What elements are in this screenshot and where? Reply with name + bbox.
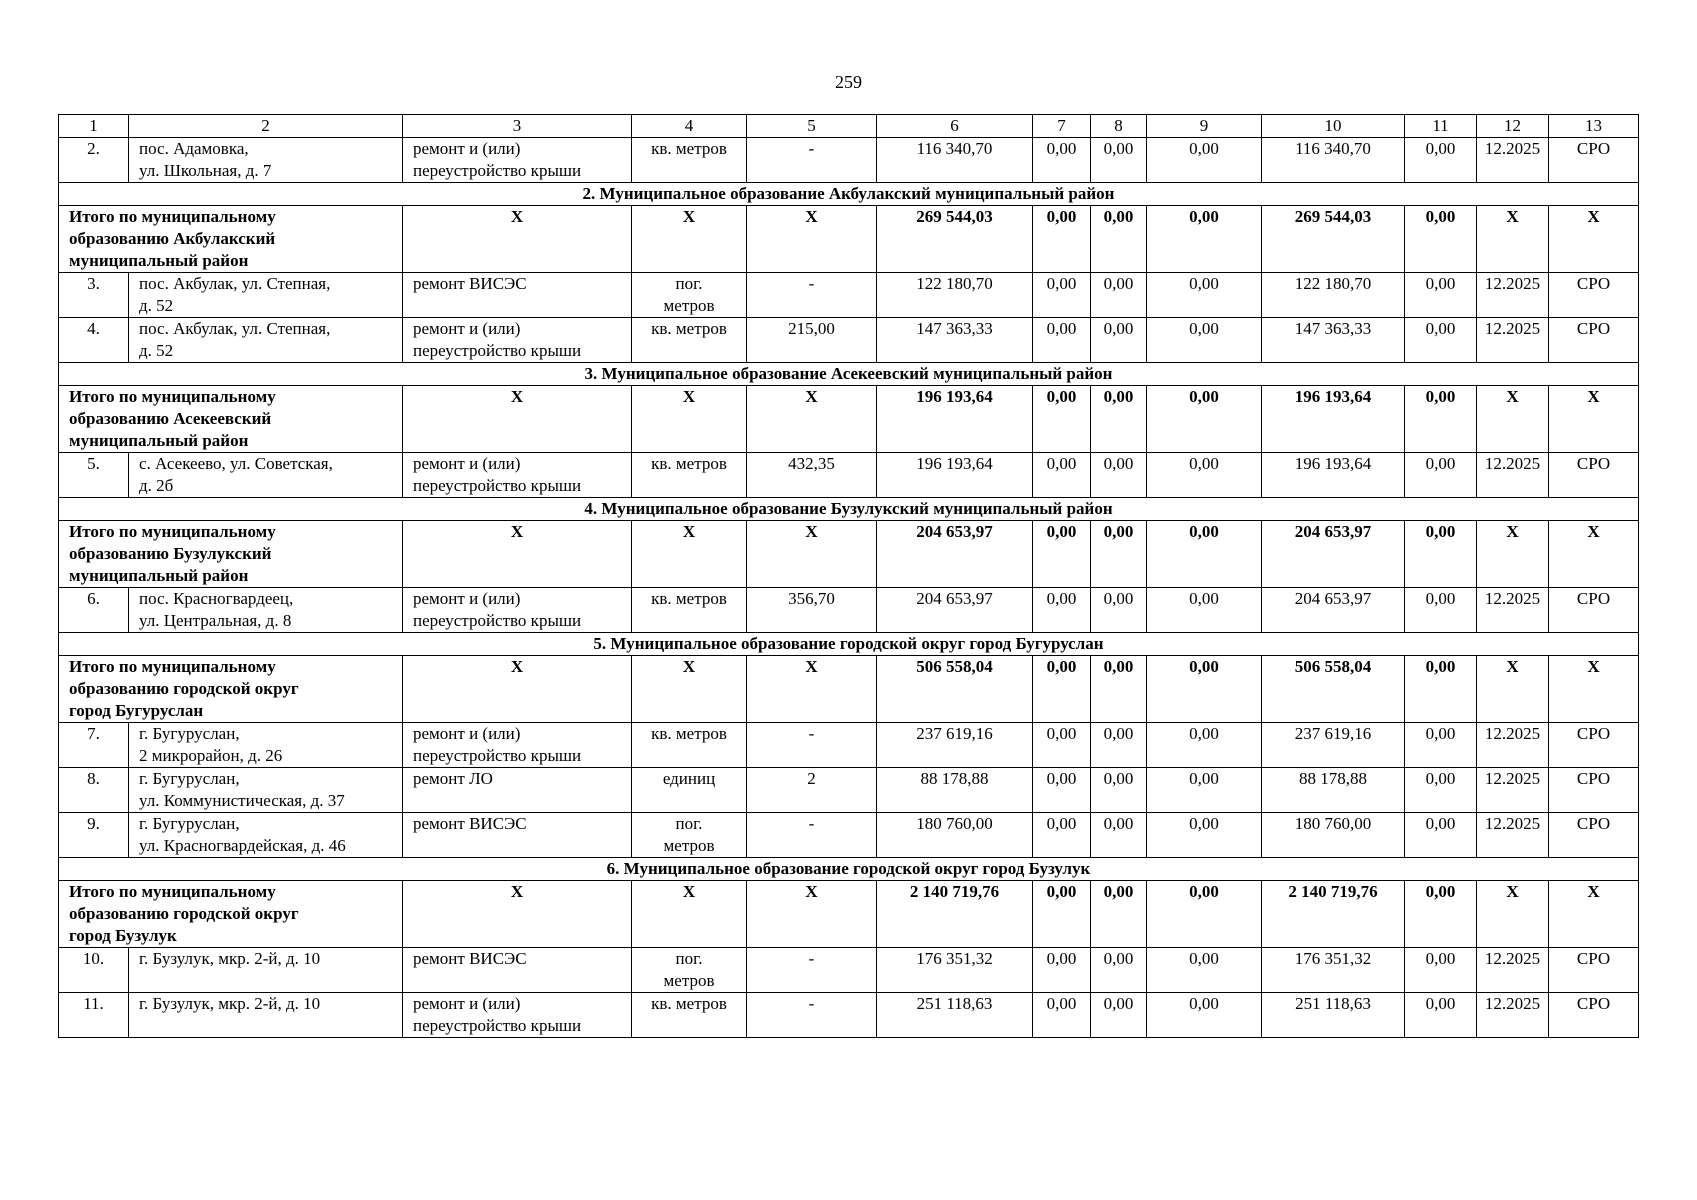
- value-c11: 0,00: [1405, 723, 1477, 768]
- value-c13: СРО: [1549, 768, 1639, 813]
- quantity-cell: -: [747, 993, 877, 1038]
- value-c8: 0,00: [1091, 318, 1147, 363]
- total-label-line: Итого по муниципальному: [69, 657, 276, 676]
- unit-cell-line: пог.: [675, 274, 703, 293]
- row-number: 3.: [59, 273, 129, 318]
- quantity-cell: -: [747, 723, 877, 768]
- total-c13: Х: [1549, 656, 1639, 723]
- unit-cell: [632, 948, 747, 993]
- column-number-cell: 12: [1477, 115, 1549, 138]
- unit-cell-line: кв. метров: [651, 589, 727, 608]
- value-c6: 147 363,33: [877, 318, 1033, 363]
- total-c8: 0,00: [1091, 656, 1147, 723]
- total-c7: 0,00: [1033, 656, 1091, 723]
- work-type-cell-line: переустройство крыши: [413, 611, 582, 630]
- value-c11: 0,00: [1405, 453, 1477, 498]
- work-type-cell: [403, 948, 632, 993]
- total-c4: Х: [632, 386, 747, 453]
- total-label-line: Итого по муниципальному: [69, 882, 276, 901]
- address-cell-line: пос. Акбулак, ул. Степная,: [139, 319, 331, 338]
- address-cell-line: г. Бугуруслан,: [139, 814, 240, 833]
- table-row: [59, 993, 1639, 1038]
- total-label-line: образованию Асекеевский: [69, 409, 272, 428]
- total-c8: 0,00: [1091, 386, 1147, 453]
- address-cell-line: пос. Адамовка,: [139, 139, 249, 158]
- total-c13: Х: [1549, 206, 1639, 273]
- work-type-cell-line: переустройство крыши: [413, 1016, 582, 1035]
- value-c11: 0,00: [1405, 588, 1477, 633]
- value-c8: 0,00: [1091, 588, 1147, 633]
- repair-program-table: [58, 114, 1639, 1038]
- value-c11: 0,00: [1405, 948, 1477, 993]
- total-c12: Х: [1477, 206, 1549, 273]
- work-type-cell: [403, 273, 632, 318]
- address-cell: [129, 588, 403, 633]
- table-row: [59, 723, 1639, 768]
- unit-cell: [632, 588, 747, 633]
- column-number-cell: 11: [1405, 115, 1477, 138]
- value-c8: 0,00: [1091, 948, 1147, 993]
- address-cell-line: д. 2б: [139, 476, 174, 495]
- total-c7: 0,00: [1033, 206, 1091, 273]
- value-c11: 0,00: [1405, 993, 1477, 1038]
- work-type-cell-line: переустройство крыши: [413, 341, 582, 360]
- total-c3: Х: [403, 881, 632, 948]
- total-c11: 0,00: [1405, 521, 1477, 588]
- total-label: [59, 206, 403, 273]
- total-c3: Х: [403, 386, 632, 453]
- row-number: 8.: [59, 768, 129, 813]
- value-c13: СРО: [1549, 138, 1639, 183]
- value-c12: 12.2025: [1477, 723, 1549, 768]
- total-c7: 0,00: [1033, 521, 1091, 588]
- value-c7: 0,00: [1033, 948, 1091, 993]
- value-c7: 0,00: [1033, 273, 1091, 318]
- row-number: 9.: [59, 813, 129, 858]
- section-title: 4. Муниципальное образование Бузулукский муниципальный район: [59, 498, 1639, 521]
- total-c4: Х: [632, 656, 747, 723]
- total-c4: Х: [632, 206, 747, 273]
- value-c10: 180 760,00: [1262, 813, 1405, 858]
- unit-cell-line: кв. метров: [651, 994, 727, 1013]
- quantity-cell: 356,70: [747, 588, 877, 633]
- value-c9: 0,00: [1147, 948, 1262, 993]
- address-cell: [129, 138, 403, 183]
- address-cell-line: ул. Красногвардейская, д. 46: [139, 836, 346, 855]
- work-type-cell-line: ремонт и (или): [413, 319, 521, 338]
- total-c6: 506 558,04: [877, 656, 1033, 723]
- total-c11: 0,00: [1405, 656, 1477, 723]
- column-number-cell: 2: [129, 115, 403, 138]
- column-number-cell: 7: [1033, 115, 1091, 138]
- total-c4: Х: [632, 521, 747, 588]
- row-number: 5.: [59, 453, 129, 498]
- total-c12: Х: [1477, 386, 1549, 453]
- unit-cell: [632, 138, 747, 183]
- value-c6: 237 619,16: [877, 723, 1033, 768]
- page-number: 259: [835, 72, 862, 92]
- row-number: 7.: [59, 723, 129, 768]
- quantity-cell: -: [747, 273, 877, 318]
- unit-cell-line: кв. метров: [651, 139, 727, 158]
- value-c8: 0,00: [1091, 768, 1147, 813]
- total-c8: 0,00: [1091, 206, 1147, 273]
- table-row: [59, 768, 1639, 813]
- quantity-cell: -: [747, 948, 877, 993]
- value-c7: 0,00: [1033, 813, 1091, 858]
- total-label-line: муниципальный район: [69, 566, 249, 585]
- quantity-cell: -: [747, 138, 877, 183]
- value-c13: СРО: [1549, 993, 1639, 1038]
- value-c8: 0,00: [1091, 813, 1147, 858]
- work-type-cell-line: ремонт и (или): [413, 994, 521, 1013]
- total-c3: Х: [403, 521, 632, 588]
- total-label-line: образованию Акбулакский: [69, 229, 276, 248]
- row-number: 11.: [59, 993, 129, 1038]
- value-c8: 0,00: [1091, 453, 1147, 498]
- total-label-line: образованию городской округ: [69, 904, 299, 923]
- total-label: [59, 521, 403, 588]
- quantity-cell: 432,35: [747, 453, 877, 498]
- value-c11: 0,00: [1405, 768, 1477, 813]
- total-c6: 196 193,64: [877, 386, 1033, 453]
- value-c10: 237 619,16: [1262, 723, 1405, 768]
- value-c6: 116 340,70: [877, 138, 1033, 183]
- row-number: 4.: [59, 318, 129, 363]
- total-c6: 2 140 719,76: [877, 881, 1033, 948]
- value-c6: 196 193,64: [877, 453, 1033, 498]
- total-c7: 0,00: [1033, 881, 1091, 948]
- value-c12: 12.2025: [1477, 453, 1549, 498]
- quantity-cell: 2: [747, 768, 877, 813]
- value-c10: 122 180,70: [1262, 273, 1405, 318]
- column-number-cell: 4: [632, 115, 747, 138]
- value-c13: СРО: [1549, 318, 1639, 363]
- address-cell-line: пос. Акбулак, ул. Степная,: [139, 274, 331, 293]
- value-c7: 0,00: [1033, 993, 1091, 1038]
- work-type-cell-line: ремонт ВИСЭС: [413, 949, 527, 968]
- quantity-cell: 215,00: [747, 318, 877, 363]
- unit-cell-line: метров: [663, 836, 715, 855]
- total-label-line: город Бугуруслан: [69, 701, 204, 720]
- value-c12: 12.2025: [1477, 948, 1549, 993]
- unit-cell: [632, 723, 747, 768]
- unit-cell-line: кв. метров: [651, 724, 727, 743]
- address-cell: [129, 318, 403, 363]
- row-number: 10.: [59, 948, 129, 993]
- section-title-row: [59, 858, 1639, 881]
- section-title: 3. Муниципальное образование Асекеевский муниципальный район: [59, 363, 1639, 386]
- table-row: [59, 948, 1639, 993]
- unit-cell-line: пог.: [675, 814, 703, 833]
- value-c7: 0,00: [1033, 768, 1091, 813]
- work-type-cell: [403, 768, 632, 813]
- value-c13: СРО: [1549, 948, 1639, 993]
- column-number-cell: 10: [1262, 115, 1405, 138]
- address-cell-line: г. Бугуруслан,: [139, 724, 240, 743]
- section-title: 6. Муниципальное образование городской округ город Бузулук: [59, 858, 1639, 881]
- value-c9: 0,00: [1147, 588, 1262, 633]
- total-label-line: муниципальный район: [69, 431, 249, 450]
- value-c8: 0,00: [1091, 723, 1147, 768]
- municipality-total-row: [59, 521, 1639, 588]
- value-c6: 176 351,32: [877, 948, 1033, 993]
- value-c9: 0,00: [1147, 993, 1262, 1038]
- work-type-cell: [403, 723, 632, 768]
- address-cell: [129, 768, 403, 813]
- municipality-total-row: [59, 881, 1639, 948]
- total-c10: 196 193,64: [1262, 386, 1405, 453]
- total-c13: Х: [1549, 386, 1639, 453]
- value-c6: 122 180,70: [877, 273, 1033, 318]
- column-numbers-row: [59, 115, 1639, 138]
- work-type-cell-line: ремонт и (или): [413, 139, 521, 158]
- value-c12: 12.2025: [1477, 813, 1549, 858]
- address-cell-line: ул. Коммунистическая, д. 37: [139, 791, 345, 810]
- total-c8: 0,00: [1091, 521, 1147, 588]
- total-label-line: образованию городской округ: [69, 679, 299, 698]
- total-c6: 204 653,97: [877, 521, 1033, 588]
- value-c13: СРО: [1549, 723, 1639, 768]
- value-c9: 0,00: [1147, 318, 1262, 363]
- total-label: [59, 386, 403, 453]
- work-type-cell-line: ремонт ВИСЭС: [413, 274, 527, 293]
- row-number: 6.: [59, 588, 129, 633]
- address-cell: [129, 723, 403, 768]
- address-cell-line: пос. Красногвардеец,: [139, 589, 294, 608]
- total-c5: Х: [747, 881, 877, 948]
- total-c10: 506 558,04: [1262, 656, 1405, 723]
- value-c11: 0,00: [1405, 273, 1477, 318]
- work-type-cell: [403, 993, 632, 1038]
- value-c10: 116 340,70: [1262, 138, 1405, 183]
- value-c9: 0,00: [1147, 453, 1262, 498]
- table-row: [59, 453, 1639, 498]
- total-label-line: образованию Бузулукский: [69, 544, 272, 563]
- value-c12: 12.2025: [1477, 273, 1549, 318]
- address-cell: [129, 948, 403, 993]
- value-c8: 0,00: [1091, 138, 1147, 183]
- column-number-cell: 1: [59, 115, 129, 138]
- total-c9: 0,00: [1147, 881, 1262, 948]
- unit-cell: [632, 813, 747, 858]
- total-label: [59, 881, 403, 948]
- unit-cell: [632, 273, 747, 318]
- total-c10: 2 140 719,76: [1262, 881, 1405, 948]
- unit-cell-line: кв. метров: [651, 319, 727, 338]
- total-c3: Х: [403, 206, 632, 273]
- value-c13: СРО: [1549, 453, 1639, 498]
- value-c10: 88 178,88: [1262, 768, 1405, 813]
- value-c6: 251 118,63: [877, 993, 1033, 1038]
- column-number-cell: 3: [403, 115, 632, 138]
- work-type-cell-line: ремонт и (или): [413, 454, 521, 473]
- column-number-cell: 5: [747, 115, 877, 138]
- column-number-cell: 13: [1549, 115, 1639, 138]
- value-c13: СРО: [1549, 813, 1639, 858]
- table-row: [59, 273, 1639, 318]
- value-c7: 0,00: [1033, 723, 1091, 768]
- total-label-line: Итого по муниципальному: [69, 522, 276, 541]
- total-c5: Х: [747, 206, 877, 273]
- total-label: [59, 656, 403, 723]
- address-cell: [129, 993, 403, 1038]
- column-number-cell: 8: [1091, 115, 1147, 138]
- work-type-cell: [403, 453, 632, 498]
- work-type-cell: [403, 138, 632, 183]
- value-c12: 12.2025: [1477, 588, 1549, 633]
- value-c7: 0,00: [1033, 588, 1091, 633]
- total-c9: 0,00: [1147, 386, 1262, 453]
- total-c13: Х: [1549, 521, 1639, 588]
- value-c9: 0,00: [1147, 723, 1262, 768]
- unit-cell-line: метров: [663, 296, 715, 315]
- value-c13: СРО: [1549, 588, 1639, 633]
- unit-cell-line: кв. метров: [651, 454, 727, 473]
- table-row: [59, 813, 1639, 858]
- total-c8: 0,00: [1091, 881, 1147, 948]
- total-c4: Х: [632, 881, 747, 948]
- work-type-cell: [403, 813, 632, 858]
- address-cell: [129, 453, 403, 498]
- work-type-cell: [403, 588, 632, 633]
- address-cell-line: ул. Школьная, д. 7: [139, 161, 272, 180]
- work-type-cell-line: переустройство крыши: [413, 161, 582, 180]
- work-type-cell-line: ремонт ВИСЭС: [413, 814, 527, 833]
- total-label-line: Итого по муниципальному: [69, 207, 276, 226]
- column-number-cell: 6: [877, 115, 1033, 138]
- section-title-row: [59, 498, 1639, 521]
- address-cell-line: 2 микрорайон, д. 26: [139, 746, 283, 765]
- total-c9: 0,00: [1147, 206, 1262, 273]
- value-c10: 147 363,33: [1262, 318, 1405, 363]
- value-c9: 0,00: [1147, 138, 1262, 183]
- municipality-total-row: [59, 206, 1639, 273]
- value-c9: 0,00: [1147, 768, 1262, 813]
- total-c3: Х: [403, 656, 632, 723]
- value-c6: 88 178,88: [877, 768, 1033, 813]
- total-label-line: Итого по муниципальному: [69, 387, 276, 406]
- work-type-cell-line: ремонт ЛО: [413, 769, 493, 788]
- total-c10: 269 544,03: [1262, 206, 1405, 273]
- section-title: 5. Муниципальное образование городской округ город Бугуруслан: [59, 633, 1639, 656]
- work-type-cell-line: ремонт и (или): [413, 724, 521, 743]
- value-c6: 204 653,97: [877, 588, 1033, 633]
- address-cell-line: г. Бугуруслан,: [139, 769, 240, 788]
- address-cell-line: г. Бузулук, мкр. 2-й, д. 10: [139, 994, 321, 1013]
- section-title: 2. Муниципальное образование Акбулакский муниципальный район: [59, 183, 1639, 206]
- total-c11: 0,00: [1405, 386, 1477, 453]
- value-c10: 204 653,97: [1262, 588, 1405, 633]
- value-c10: 196 193,64: [1262, 453, 1405, 498]
- value-c7: 0,00: [1033, 453, 1091, 498]
- total-label-line: муниципальный район: [69, 251, 249, 270]
- address-cell-line: ул. Центральная, д. 8: [139, 611, 292, 630]
- unit-cell: [632, 993, 747, 1038]
- work-type-cell: [403, 318, 632, 363]
- total-c13: Х: [1549, 881, 1639, 948]
- municipality-total-row: [59, 656, 1639, 723]
- table-row: [59, 318, 1639, 363]
- address-cell: [129, 813, 403, 858]
- row-number: 2.: [59, 138, 129, 183]
- value-c9: 0,00: [1147, 813, 1262, 858]
- unit-cell-line: единиц: [662, 769, 716, 788]
- value-c7: 0,00: [1033, 138, 1091, 183]
- section-title-row: [59, 633, 1639, 656]
- value-c11: 0,00: [1405, 318, 1477, 363]
- total-c11: 0,00: [1405, 881, 1477, 948]
- total-c11: 0,00: [1405, 206, 1477, 273]
- total-c5: Х: [747, 656, 877, 723]
- address-cell-line: д. 52: [139, 341, 174, 360]
- value-c12: 12.2025: [1477, 318, 1549, 363]
- address-cell-line: с. Асекеево, ул. Советская,: [139, 454, 333, 473]
- work-type-cell-line: переустройство крыши: [413, 746, 582, 765]
- value-c11: 0,00: [1405, 138, 1477, 183]
- total-c5: Х: [747, 386, 877, 453]
- value-c12: 12.2025: [1477, 768, 1549, 813]
- value-c12: 12.2025: [1477, 138, 1549, 183]
- table-row: [59, 138, 1639, 183]
- total-c5: Х: [747, 521, 877, 588]
- section-title-row: [59, 363, 1639, 386]
- value-c9: 0,00: [1147, 273, 1262, 318]
- total-c6: 269 544,03: [877, 206, 1033, 273]
- work-type-cell-line: ремонт и (или): [413, 589, 521, 608]
- value-c10: 251 118,63: [1262, 993, 1405, 1038]
- value-c8: 0,00: [1091, 273, 1147, 318]
- table-row: [59, 588, 1639, 633]
- total-c12: Х: [1477, 656, 1549, 723]
- value-c10: 176 351,32: [1262, 948, 1405, 993]
- quantity-cell: -: [747, 813, 877, 858]
- total-c12: Х: [1477, 521, 1549, 588]
- address-cell-line: д. 52: [139, 296, 174, 315]
- value-c11: 0,00: [1405, 813, 1477, 858]
- section-title-row: [59, 183, 1639, 206]
- total-c12: Х: [1477, 881, 1549, 948]
- total-label-line: город Бузулук: [69, 926, 177, 945]
- address-cell: [129, 273, 403, 318]
- work-type-cell-line: переустройство крыши: [413, 476, 582, 495]
- value-c8: 0,00: [1091, 993, 1147, 1038]
- unit-cell: [632, 453, 747, 498]
- value-c13: СРО: [1549, 273, 1639, 318]
- total-c10: 204 653,97: [1262, 521, 1405, 588]
- unit-cell: [632, 318, 747, 363]
- value-c12: 12.2025: [1477, 993, 1549, 1038]
- unit-cell-line: пог.: [675, 949, 703, 968]
- total-c9: 0,00: [1147, 521, 1262, 588]
- value-c6: 180 760,00: [877, 813, 1033, 858]
- total-c9: 0,00: [1147, 656, 1262, 723]
- address-cell-line: г. Бузулук, мкр. 2-й, д. 10: [139, 949, 321, 968]
- unit-cell-line: метров: [663, 971, 715, 990]
- municipality-total-row: [59, 386, 1639, 453]
- column-number-cell: 9: [1147, 115, 1262, 138]
- value-c7: 0,00: [1033, 318, 1091, 363]
- total-c7: 0,00: [1033, 386, 1091, 453]
- unit-cell: [632, 768, 747, 813]
